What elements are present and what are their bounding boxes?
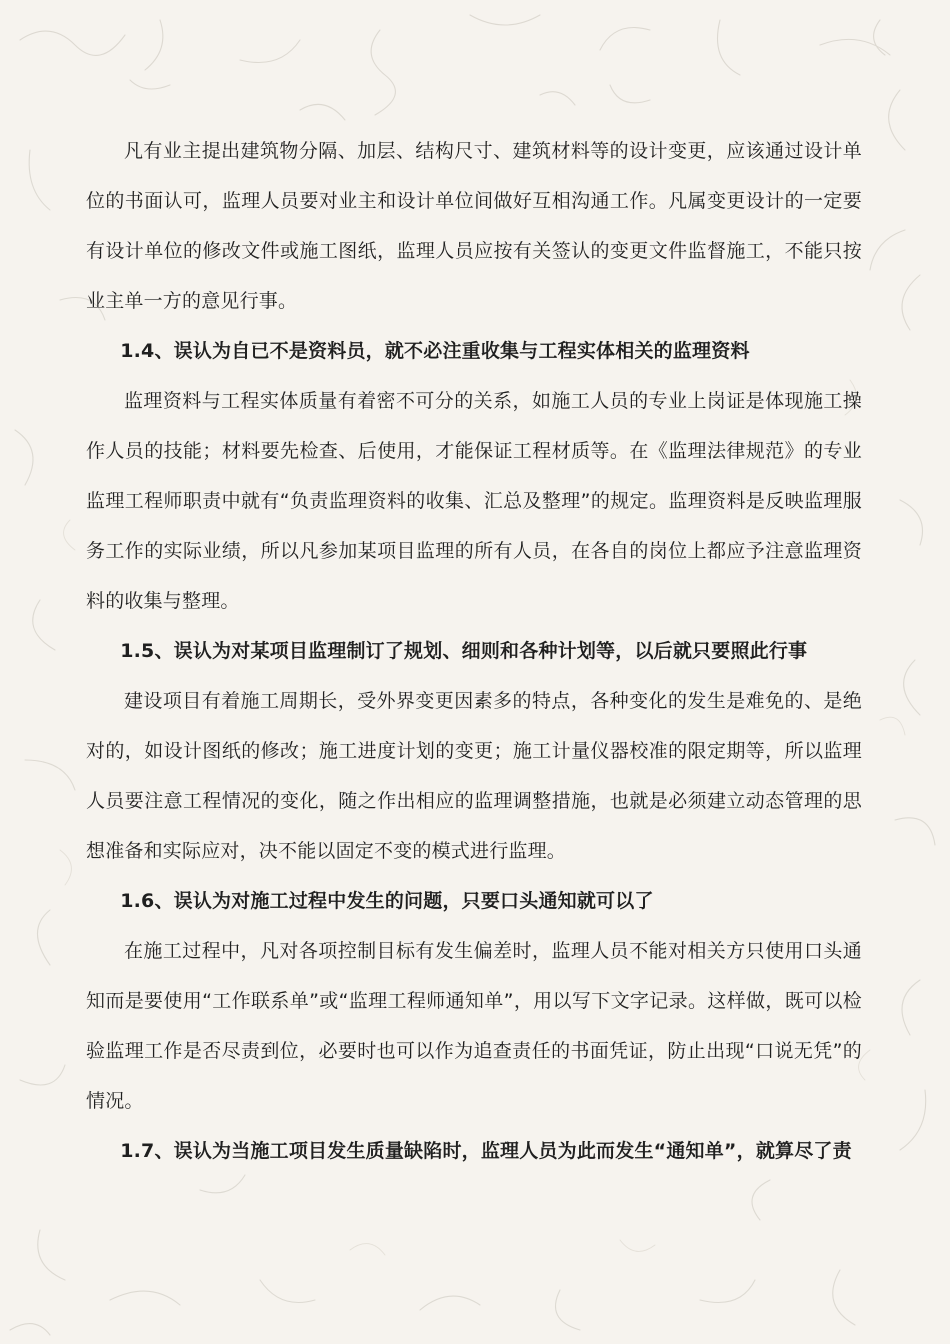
paragraph-dynamic-management: 建设项目有着施工周期长，受外界变更因素多的特点，各种变化的发生是难免的、是绝对的，如设计图纸的修改；施工进度计划的变更；施工计量仪器校准的限定期等，所以监理人员要注意工程情况的变化，随之作出相应的监理调整措施，也就是必须建立动态管理的思想准备和实际应对，决不能以固定不变的模式进行监理。	[86, 690, 862, 862]
section-heading-1-5: 1.5、误认为对某项目监理制订了规划、细则和各种计划等，以后就只要照此行事	[120, 640, 808, 662]
paragraph-written-notice: 在施工过程中，凡对各项控制目标有发生偏差时，监理人员不能对相关方只使用口头通知而是要使用“工作联系单”或“监理工程师通知单”，用以写下文字记录。这样做，既可以检验监理工作是否尽责到位，必要时也可以作为追查责任的书面凭证，防止出现“口说无凭”的情况。	[86, 940, 862, 1112]
section-heading-1-4: 1.4、误认为自已不是资料员，就不必注重收集与工程实体相关的监理资料	[120, 340, 750, 362]
section-heading-1-7: 1.7、误认为当施工项目发生质量缺陷时，监理人员为此而发生“通知单”，就算尽了责	[120, 1140, 852, 1162]
document-page	[86, 126, 862, 1176]
paragraph-supervision-records: 监理资料与工程实体质量有着密不可分的关系，如施工人员的专业上岗证是体现施工操作人员的技能；材料要先检查、后使用，才能保证工程材质等。在《监理法律规范》的专业监理工程师职责中就有“负责监理资料的收集、汇总及整理”的规定。监理资料是反映监理服务工作的实际业绩，所以凡参加某项目监理的所有人员，在各自的岗位上都应予注意监理资料的收集与整理。	[86, 390, 862, 612]
paragraph-design-change: 凡有业主提出建筑物分隔、加层、结构尺寸、建筑材料等的设计变更，应该通过设计单位的书面认可，监理人员要对业主和设计单位间做好互相沟通工作。凡属变更设计的一定要有设计单位的修改文件或施工图纸，监理人员应按有关签认的变更文件监督施工，不能只按业主单一方的意见行事。	[86, 140, 862, 312]
section-heading-1-6: 1.6、误认为对施工过程中发生的问题，只要口头通知就可以了	[120, 890, 654, 912]
